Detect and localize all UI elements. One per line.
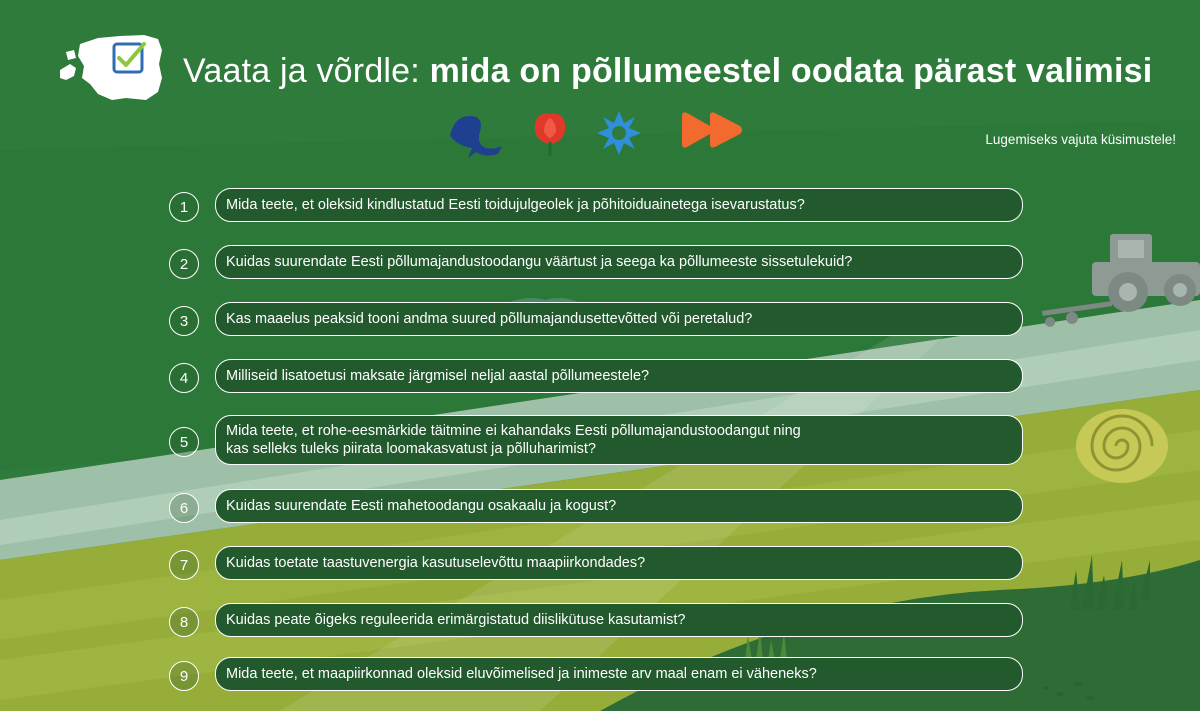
question-button-3[interactable] bbox=[215, 302, 1023, 336]
question-text bbox=[226, 367, 649, 385]
question-text-line: Mida teete, et rohe-eesmärkide täitmine ei kahandaks Eesti põllumajandustoodangut ning bbox=[226, 423, 801, 439]
question-text bbox=[226, 497, 616, 515]
question-text bbox=[226, 310, 752, 328]
question-number-7[interactable]: 7 bbox=[169, 550, 199, 580]
question-text-line: Kas maaelus peaksid tooni andma suured põllumajandusettevõtted või peretalud? bbox=[226, 311, 753, 327]
question-text bbox=[226, 253, 852, 271]
question-button-5[interactable] bbox=[215, 415, 1023, 465]
question-button-4[interactable] bbox=[215, 359, 1023, 393]
question-number-2[interactable]: 2 bbox=[169, 249, 199, 279]
question-text-line: Mida teete, et oleksid kindlustatud Eesti toidujulgeolek ja põhitoiduainetega isevarustatus? bbox=[226, 197, 805, 213]
question-text-line: Mida teete, et maapiirkonnad oleksid eluvõimelised ja inimeste arv maal enam ei väheneks? bbox=[226, 666, 817, 682]
question-text-line: Kuidas suurendate Eesti mahetoodangu osakaalu ja kogust? bbox=[226, 498, 617, 514]
question-number-6[interactable]: 6 bbox=[169, 493, 199, 523]
question-text bbox=[226, 422, 801, 458]
title-bold: mida on põllumeestel oodata pärast valimisi bbox=[429, 52, 1153, 90]
question-text bbox=[226, 611, 685, 629]
question-button-8[interactable] bbox=[215, 603, 1023, 637]
question-button-6[interactable] bbox=[215, 489, 1023, 523]
question-button-2[interactable] bbox=[215, 245, 1023, 279]
question-button-7[interactable] bbox=[215, 546, 1023, 580]
question-number-1[interactable]: 1 bbox=[169, 192, 199, 222]
title-light: Vaata ja võrdle: bbox=[183, 52, 430, 90]
reading-hint: Lugemiseks vajuta küsimustele! bbox=[985, 132, 1176, 147]
question-number-3[interactable]: 3 bbox=[169, 306, 199, 336]
question-button-1[interactable] bbox=[215, 188, 1023, 222]
question-text bbox=[226, 554, 645, 572]
question-button-9[interactable] bbox=[215, 657, 1023, 691]
question-text-line: Kuidas peate õigeks reguleerida erimärgistatud diislikütuse kasutamist? bbox=[226, 612, 686, 628]
question-number-8[interactable]: 8 bbox=[169, 607, 199, 637]
question-number-9[interactable]: 9 bbox=[169, 661, 199, 691]
question-text-line: Kuidas suurendate Eesti põllumajandustoodangu väärtust ja seega ka põllumeeste sissetulekuid? bbox=[226, 254, 853, 270]
question-text bbox=[226, 665, 817, 683]
question-number-5[interactable]: 5 bbox=[169, 427, 199, 457]
question-number-4[interactable]: 4 bbox=[169, 363, 199, 393]
question-text-line: Kuidas toetate taastuvenergia kasutuselevõttu maapiirkondades? bbox=[226, 555, 646, 571]
question-text-line: Milliseid lisatoetusi maksate järgmisel neljal aastal põllumeestele? bbox=[226, 368, 650, 384]
question-text-line: kas selleks tuleks piirata loomakasvatust ja põlluharimist? bbox=[226, 441, 596, 457]
question-text bbox=[226, 196, 805, 214]
